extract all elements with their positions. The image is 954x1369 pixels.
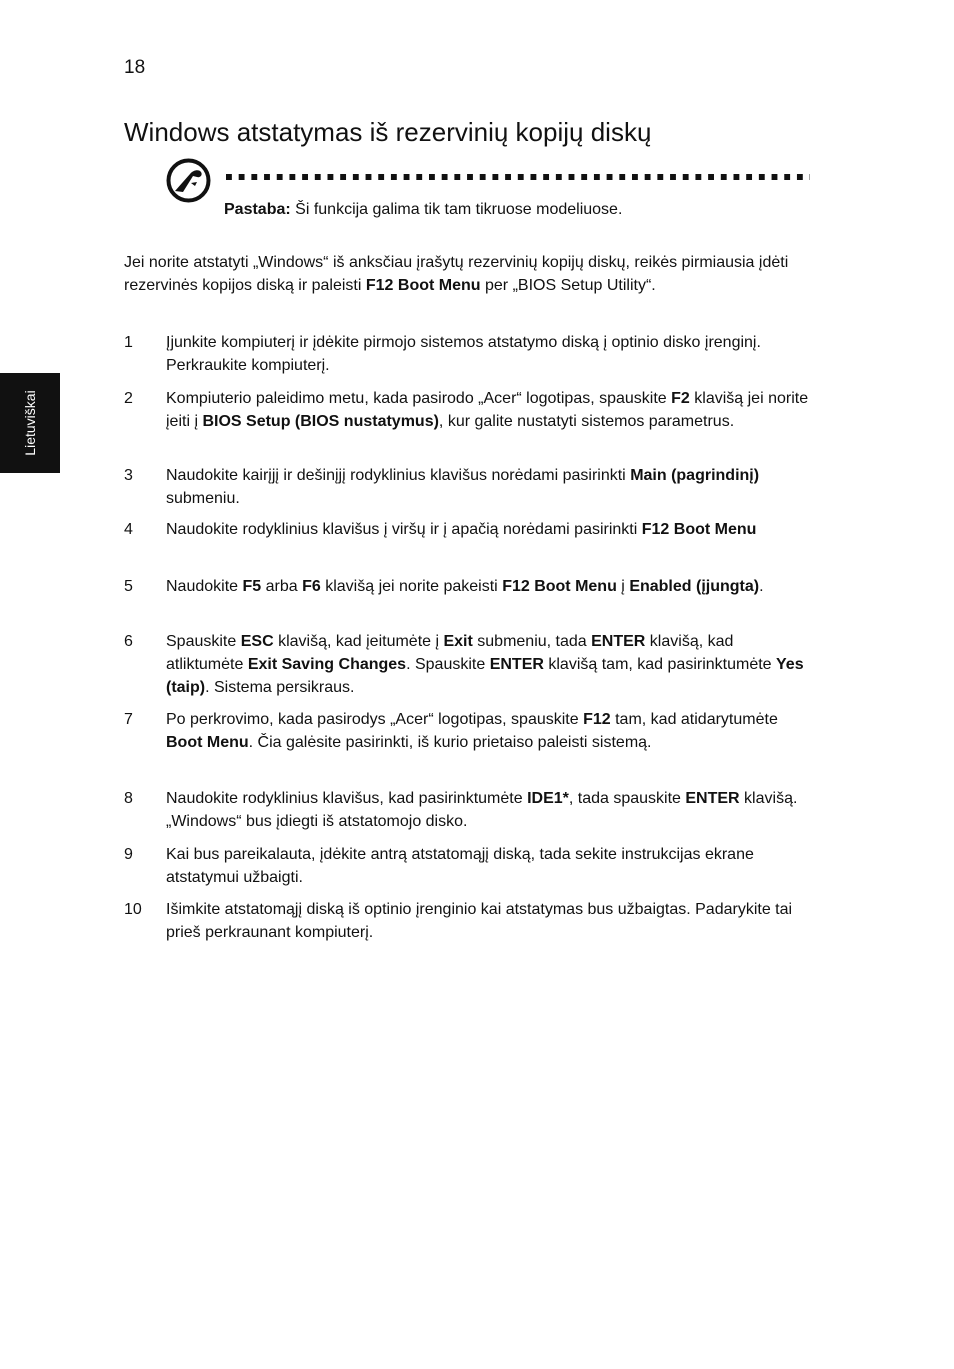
step-number: 1 bbox=[124, 334, 133, 351]
step-text bbox=[166, 843, 812, 889]
step-text bbox=[166, 708, 812, 754]
text-run: , tada spauskite bbox=[568, 790, 686, 807]
bold-run: F12 Boot Menu bbox=[365, 277, 481, 294]
text-run: į bbox=[616, 578, 630, 595]
step-text bbox=[166, 387, 812, 433]
step-text bbox=[166, 518, 812, 541]
note-hand-icon bbox=[166, 158, 211, 203]
bold-run: ENTER bbox=[685, 790, 740, 807]
step-text bbox=[166, 787, 812, 833]
step-number: 5 bbox=[124, 578, 133, 595]
page-number: 18 bbox=[124, 57, 146, 78]
text-run: Naudokite rodyklinius klavišus į viršų ir į apačią norėdami pasirinkti bbox=[166, 521, 642, 538]
text-run: submeniu. bbox=[166, 490, 240, 507]
bold-run: F12 Boot Menu bbox=[502, 578, 617, 595]
step-number: 3 bbox=[124, 467, 133, 484]
bold-run: Boot Menu bbox=[166, 734, 249, 751]
text-run: Jei norite atstatyti „Windows“ iš anksčiau įrašytų rezervinių kopijų diskų, reikės pirmiausia įdėti rezervinės kopijos diską ir paleisti bbox=[124, 254, 789, 294]
bold-run: Exit bbox=[443, 633, 473, 650]
step-number: 10 bbox=[124, 901, 142, 918]
bold-run: IDE1* bbox=[527, 790, 569, 807]
bold-run: Enabled (įjungta) bbox=[629, 578, 760, 595]
text-run: , kur galite nustatyti sistemos parametrus. bbox=[438, 413, 735, 430]
note-dotted-rule bbox=[226, 174, 810, 180]
note-text: Ši funkcija galima tik tam tikruose modeliuose. bbox=[290, 201, 623, 218]
text-run: arba bbox=[261, 578, 303, 595]
bold-run: Main (pagrindinį) bbox=[630, 467, 760, 484]
bold-run: Exit Saving Changes bbox=[247, 656, 407, 673]
step-number: 9 bbox=[124, 846, 133, 863]
bold-run: ENTER bbox=[591, 633, 646, 650]
note-label: Pastaba: bbox=[224, 201, 291, 218]
note bbox=[224, 201, 622, 219]
text-run: klavišą jei norite pakeisti bbox=[320, 578, 503, 595]
step-text bbox=[166, 331, 812, 377]
text-run: . Sistema persikraus. bbox=[205, 679, 355, 696]
language-side-tab-label: Lietuviškai bbox=[22, 390, 38, 456]
text-run: klavišą jei norite įeiti į bbox=[166, 390, 809, 430]
text-run: . bbox=[759, 578, 764, 595]
step-number: 8 bbox=[124, 790, 133, 807]
text-run: . Spauskite bbox=[406, 656, 490, 673]
step-number: 7 bbox=[124, 711, 133, 728]
text-run: Išimkite atstatomąjį diską iš optinio įrenginio kai atstatymas bus užbaigtas. Padarykite tai prieš perkraunant kompiuterį. bbox=[166, 901, 793, 941]
bold-run: ESC bbox=[240, 633, 274, 650]
text-run: tam, kad atidarytumėte bbox=[610, 711, 778, 728]
bold-run: F12 Boot Menu bbox=[641, 521, 757, 538]
step-text bbox=[166, 898, 812, 944]
text-run: . Čia galėsite pasirinkti, iš kurio prietaiso paleisti sistemą. bbox=[248, 734, 652, 751]
step-text bbox=[166, 630, 812, 699]
text-run: submeniu, tada bbox=[472, 633, 592, 650]
text-run: Naudokite kairįjį ir dešinįjį rodyklinius klavišus norėdami pasirinkti bbox=[166, 467, 631, 484]
text-run: klavišą. „Windows“ bus įdiegti iš atstatomojo disko. bbox=[166, 790, 798, 830]
text-run: per „BIOS Setup Utility“. bbox=[480, 277, 656, 294]
text-run: Po perkrovimo, kada pasirodys „Acer“ logotipas, spauskite bbox=[166, 711, 584, 728]
text-run: klavišą tam, kad pasirinktumėte bbox=[543, 656, 777, 673]
bold-run: F12 bbox=[583, 711, 611, 728]
text-run: klavišą, kad įeitumėte į bbox=[273, 633, 444, 650]
step-text bbox=[166, 464, 812, 510]
bold-run: F6 bbox=[302, 578, 321, 595]
text-run: Įjunkite kompiuterį ir įdėkite pirmojo sistemos atstatymo diską į optinio disko įrenginį. Perkraukite kompiuterį. bbox=[166, 334, 761, 374]
bold-run: Yes (taip) bbox=[166, 656, 804, 696]
intro-paragraph bbox=[124, 251, 814, 297]
bold-run: ENTER bbox=[489, 656, 544, 673]
language-side-tab bbox=[0, 373, 60, 473]
text-run: Kompiuterio paleidimo metu, kada pasirodo „Acer“ logotipas, spauskite bbox=[166, 390, 672, 407]
text-run: Naudokite rodyklinius klavišus, kad pasirinktumėte bbox=[166, 790, 528, 807]
text-run: klavišą, kad atliktumėte bbox=[166, 633, 734, 673]
bold-run: BIOS Setup (BIOS nustatymus) bbox=[202, 413, 439, 430]
step-number: 6 bbox=[124, 633, 133, 650]
page-title: Windows atstatymas iš rezervinių kopijų diskų bbox=[124, 117, 652, 147]
step-number: 2 bbox=[124, 390, 133, 407]
text-run: Spauskite bbox=[166, 633, 241, 650]
bold-run: F5 bbox=[242, 578, 262, 595]
step-text bbox=[166, 575, 812, 598]
bold-run: F2 bbox=[671, 390, 690, 407]
text-run: Kai bus pareikalauta, įdėkite antrą atstatomąjį diską, tada sekite instrukcijas ekrane atstatymui užbaigti. bbox=[166, 846, 754, 886]
text-run: Naudokite bbox=[166, 578, 243, 595]
step-number: 4 bbox=[124, 521, 133, 538]
